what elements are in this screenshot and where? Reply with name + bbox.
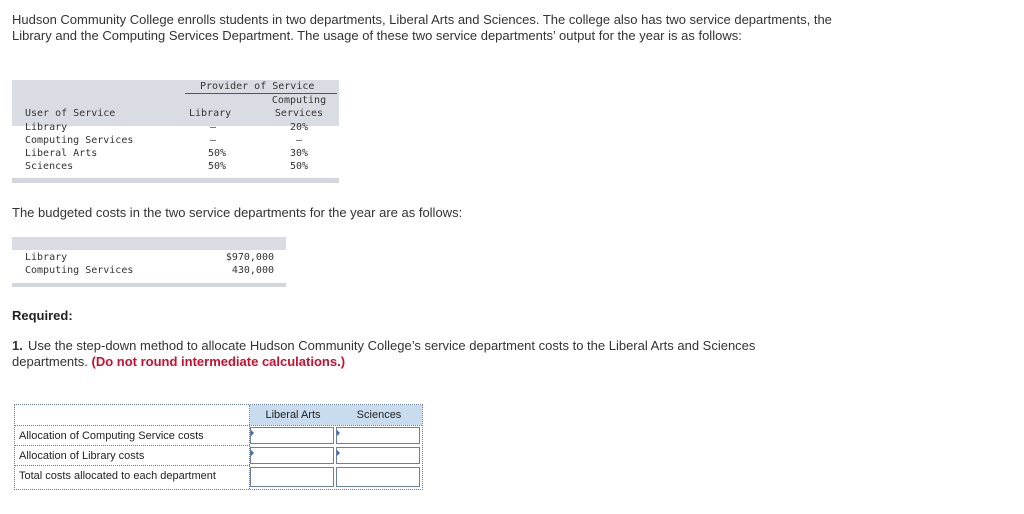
budget-intro: The budgeted costs in the two service departments for the year are as follows: [12,205,463,220]
col-library: Library [189,108,232,119]
question-note: (Do not round intermediate calculations.) [91,354,346,369]
table-footer-band [12,178,339,183]
cell-computing: 20% [289,122,309,133]
cell-library: — [209,122,217,133]
budget-table [12,237,286,289]
question-1 [12,338,832,370]
col-computing-line2: Services [274,108,324,119]
cell-library: — [209,135,217,146]
row-label: Library [25,252,68,263]
question-number: 1. [12,338,23,353]
answer-row-label: Allocation of Computing Service costs [19,430,204,442]
cell-computing: — [295,135,303,146]
row-label: Computing Services [25,135,134,146]
answer-row-label: Allocation of Library costs [19,450,145,462]
answer-table [14,404,423,490]
row-label: Liberal Arts [25,148,98,159]
cell-library: 50% [207,148,227,159]
divider [15,425,422,426]
user-header: User of Service [25,108,116,119]
answer-row-label: Total costs allocated to each department [19,470,216,482]
library-allocation-liberal-arts-input[interactable] [250,447,334,464]
row-label: Computing Services [25,265,134,276]
library-allocation-sciences-input[interactable] [336,447,420,464]
cell-library: 50% [207,161,227,172]
row-value: 430,000 [231,265,274,276]
total-sciences-cell [336,467,420,487]
computing-allocation-liberal-arts-input[interactable] [250,427,334,444]
row-value: $970,000 [225,252,274,263]
cell-computing: 30% [289,148,309,159]
usage-table [12,80,339,184]
required-heading: Required: [12,308,73,323]
problem-intro: Hudson Community College enrolls students in two departments, Liberal Arts and Sciences. The college also has two service departments, the Library and the Computing Services Department. The usage of these two service departments’ output for the year is as follows: [12,12,832,43]
question-text: Use the step-down method to allocate Hudson Community College’s service department costs to the Liberal Arts and Sciences departments. [12,338,756,369]
row-label: Sciences [25,161,74,172]
col-sciences: Sciences [356,409,402,421]
row-label: Library [25,122,68,133]
col-computing-line1: Computing [271,95,327,106]
total-liberal-arts-cell [250,467,334,487]
cell-computing: 50% [289,161,309,172]
divider [15,465,250,466]
provider-underline [185,93,337,94]
table-footer-band [12,283,286,287]
provider-header: Provider of Service [200,81,315,92]
computing-allocation-sciences-input[interactable] [336,427,420,444]
table-header-band [12,237,286,250]
divider [15,445,250,446]
col-liberal-arts: Liberal Arts [265,409,321,421]
